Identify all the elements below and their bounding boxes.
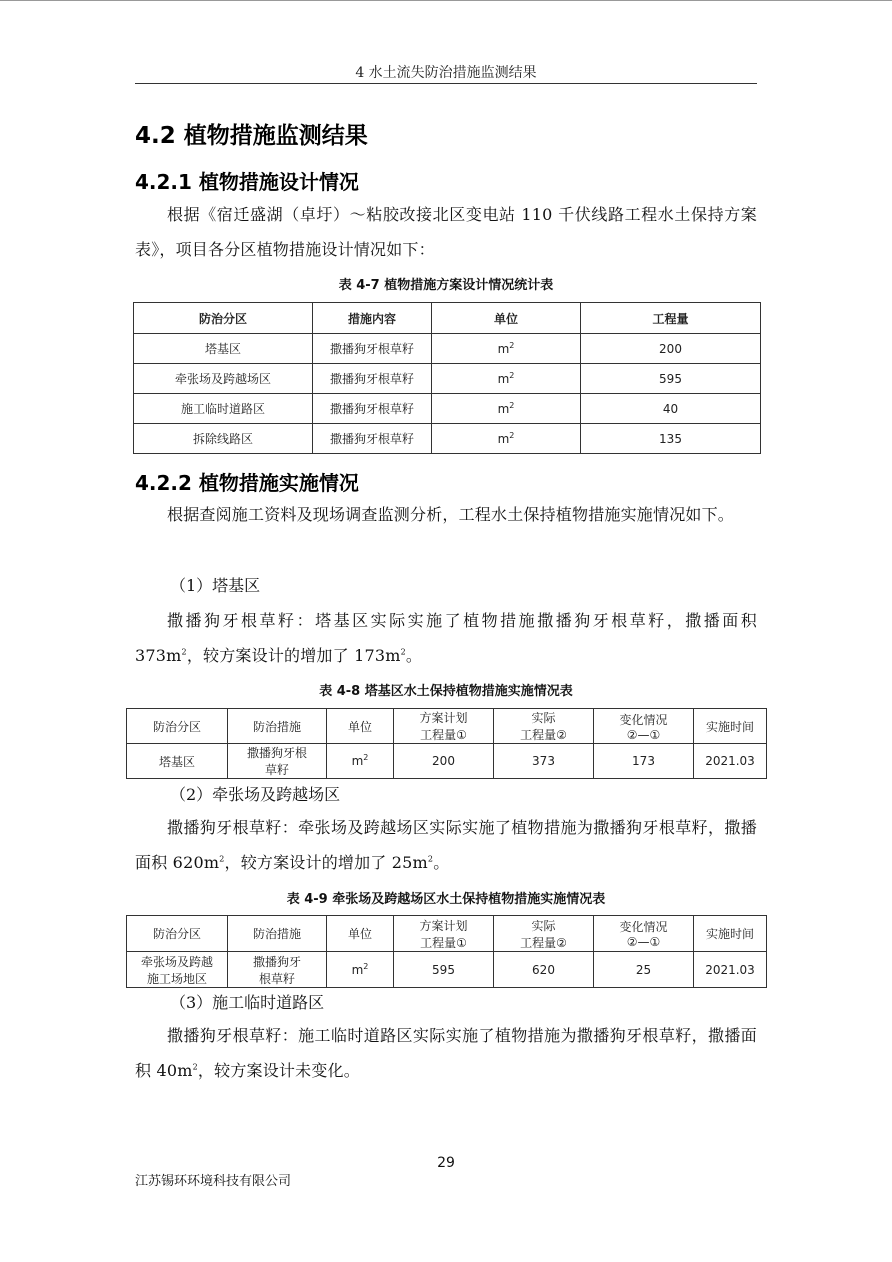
unit-exponent: 2 bbox=[509, 400, 515, 410]
text-run: ，较方案设计的增加了 25m bbox=[224, 853, 428, 872]
cell-unit bbox=[432, 334, 581, 364]
table-4-8 bbox=[126, 708, 767, 779]
header-cell-unit: 单位 bbox=[327, 916, 394, 952]
item-2-label: （2）牵张场及跨越场区 bbox=[170, 785, 341, 804]
header-line: 工程量① bbox=[420, 935, 467, 950]
cell-actual: 373 bbox=[494, 744, 594, 779]
unit-base: m bbox=[497, 431, 510, 446]
header-line: ②—① bbox=[626, 727, 661, 742]
header-cell-zone: 防治分区 bbox=[127, 916, 228, 952]
unit-exponent: 2 bbox=[509, 430, 515, 440]
table-header-row bbox=[127, 709, 767, 744]
unit-base: m bbox=[497, 401, 510, 416]
text-run: 撒播狗牙根草籽：施工临时道路区实际实施了植物措施为撒播狗牙根草籽，撒播面积 40m bbox=[135, 1026, 757, 1080]
page-number: 29 bbox=[437, 1155, 455, 1171]
cell-zone: 施工临时道路区 bbox=[134, 394, 313, 424]
header-line: 方案计划 bbox=[419, 711, 468, 725]
item-3-label: （3）施工临时道路区 bbox=[170, 993, 325, 1012]
header-rule bbox=[135, 83, 757, 84]
unit-exponent: 2 bbox=[427, 854, 434, 864]
table-4-9-caption: 表 4-9 牵张场及跨越场区水土保持植物措施实施情况表 bbox=[286, 892, 606, 907]
paragraph-text: 根据查阅施工资料及现场调查监测分析，工程水土保持植物措施实施情况如下。 bbox=[167, 505, 735, 524]
section-heading-4-2-1: 4.2.1 植物措施设计情况 bbox=[135, 170, 359, 194]
table-row bbox=[127, 744, 767, 779]
header-cell-zone: 防治分区 bbox=[127, 709, 228, 744]
text-run: 撒播狗牙根草籽：牵张场及跨越场区实际实施了植物措施为撒播狗牙根草籽，撒播面积 620m bbox=[135, 818, 757, 872]
header-line: 变化情况 bbox=[619, 920, 668, 934]
header-cell-planned bbox=[394, 916, 494, 952]
cell-line: 牵张场及跨越 bbox=[140, 954, 213, 969]
header-cell-quantity: 工程量 bbox=[581, 303, 761, 334]
cell-measure: 撒播狗牙根草籽 bbox=[313, 364, 432, 394]
cell-line: 撒播狗牙根 bbox=[246, 746, 307, 760]
text-run: 撒播狗牙根草籽：塔基区实际实施了植物措施撒播狗牙根草籽，撒播面积 373m bbox=[135, 611, 757, 665]
header-cell-zone: 防治分区 bbox=[134, 303, 313, 334]
header-cell-planned bbox=[394, 709, 494, 744]
paragraph-text bbox=[135, 603, 757, 673]
paragraph-item-2 bbox=[135, 810, 757, 880]
cell-measure bbox=[228, 952, 327, 988]
cell-quantity: 595 bbox=[581, 364, 761, 394]
table-row bbox=[134, 334, 761, 364]
table-row bbox=[134, 424, 761, 454]
table-4-8-caption: 表 4-8 塔基区水土保持植物措施实施情况表 bbox=[319, 684, 573, 699]
paragraph-text bbox=[135, 1018, 757, 1088]
cell-unit bbox=[432, 424, 581, 454]
unit-base: m bbox=[497, 371, 510, 386]
cell-line: 撒播狗牙 bbox=[252, 954, 301, 969]
cell-line: 草籽 bbox=[264, 763, 289, 777]
header-line: ②—① bbox=[626, 935, 661, 949]
header-cell-unit: 单位 bbox=[432, 303, 581, 334]
cell-zone: 牵张场及跨越场区 bbox=[134, 364, 313, 394]
table-row bbox=[127, 952, 767, 988]
page-top-edge bbox=[0, 0, 892, 1]
header-cell-measure: 防治措施 bbox=[228, 709, 327, 744]
header-line: 工程量② bbox=[520, 935, 567, 950]
cell-measure: 撒播狗牙根草籽 bbox=[313, 334, 432, 364]
table-header-row bbox=[134, 303, 761, 334]
cell-unit bbox=[432, 364, 581, 394]
cell-zone: 塔基区 bbox=[134, 334, 313, 364]
unit-exponent: 2 bbox=[363, 753, 369, 762]
header-line: 工程量① bbox=[420, 728, 467, 742]
unit-exponent: 2 bbox=[363, 961, 369, 971]
section-heading-4-2: 4.2 植物措施监测结果 bbox=[135, 123, 368, 149]
header-cell-change bbox=[594, 709, 694, 744]
paragraph-text: 根据《宿迁盛湖（卓圩）～粘胶改接北区变电站 110 千伏线路工程水土保持方案表》，项目各分区植物措施设计情况如下： bbox=[135, 205, 757, 259]
cell-zone: 塔基区 bbox=[127, 744, 228, 779]
text-run: 。 bbox=[433, 853, 450, 872]
paragraph-item-3 bbox=[135, 1018, 757, 1088]
unit-exponent: 2 bbox=[192, 1062, 198, 1072]
item-1-label: （1）塔基区 bbox=[170, 576, 261, 595]
cell-zone: 拆除线路区 bbox=[134, 424, 313, 454]
unit-base: m bbox=[351, 754, 364, 768]
cell-quantity: 40 bbox=[581, 394, 761, 424]
text-run: 。 bbox=[405, 646, 423, 665]
table-4-7-caption: 表 4-7 植物措施方案设计情况统计表 bbox=[338, 278, 554, 293]
paragraph-item-1 bbox=[135, 603, 757, 673]
header-cell-unit: 单位 bbox=[327, 709, 394, 744]
cell-change: 173 bbox=[594, 744, 694, 779]
unit-exponent: 2 bbox=[181, 647, 187, 657]
header-cell-time: 实施时间 bbox=[694, 916, 767, 952]
cell-time: 2021.03 bbox=[694, 744, 767, 779]
paragraph-implementation-intro bbox=[135, 497, 757, 532]
header-line: 实际 bbox=[531, 918, 556, 933]
footer-organization: 江苏锡环环境科技有限公司 bbox=[135, 1174, 292, 1189]
cell-measure: 撒播狗牙根草籽 bbox=[313, 394, 432, 424]
unit-base: m bbox=[351, 962, 364, 977]
header-line: 方案计划 bbox=[419, 918, 468, 933]
table-row bbox=[134, 364, 761, 394]
cell-planned: 200 bbox=[394, 744, 494, 779]
table-row bbox=[134, 394, 761, 424]
header-cell-measure: 防治措施 bbox=[228, 916, 327, 952]
header-line: 变化情况 bbox=[619, 712, 668, 727]
running-header: 4 水土流失防治措施监测结果 bbox=[355, 65, 537, 81]
header-cell-actual bbox=[494, 916, 594, 952]
cell-unit bbox=[327, 744, 394, 779]
paragraph-text bbox=[135, 810, 757, 880]
cell-change: 25 bbox=[594, 952, 694, 988]
header-cell-time: 实施时间 bbox=[694, 709, 767, 744]
cell-zone bbox=[127, 952, 228, 988]
text-run: ，较方案设计的增加了 173m bbox=[186, 646, 401, 665]
cell-line: 根草籽 bbox=[258, 971, 295, 986]
paragraph-design-intro bbox=[135, 197, 757, 267]
header-cell-change bbox=[594, 916, 694, 952]
cell-quantity: 135 bbox=[581, 424, 761, 454]
unit-base: m bbox=[497, 341, 510, 356]
table-header-row bbox=[127, 916, 767, 952]
cell-line: 施工场地区 bbox=[146, 971, 207, 986]
cell-unit bbox=[327, 952, 394, 988]
table-4-7 bbox=[133, 302, 761, 454]
cell-actual: 620 bbox=[494, 952, 594, 988]
unit-exponent: 2 bbox=[219, 854, 225, 864]
unit-exponent: 2 bbox=[509, 340, 515, 350]
unit-exponent: 2 bbox=[509, 370, 515, 380]
cell-quantity: 200 bbox=[581, 334, 761, 364]
text-run: ，较方案设计未变化。 bbox=[197, 1061, 360, 1080]
cell-time: 2021.03 bbox=[694, 952, 767, 988]
cell-unit bbox=[432, 394, 581, 424]
cell-measure: 撒播狗牙根草籽 bbox=[313, 424, 432, 454]
table-4-9 bbox=[126, 915, 767, 988]
cell-measure bbox=[228, 744, 327, 779]
header-line: 实际 bbox=[531, 711, 556, 725]
cell-planned: 595 bbox=[394, 952, 494, 988]
unit-exponent: 2 bbox=[400, 647, 406, 657]
header-line: 工程量② bbox=[520, 728, 567, 742]
header-cell-measure: 措施内容 bbox=[313, 303, 432, 334]
section-heading-4-2-2: 4.2.2 植物措施实施情况 bbox=[135, 471, 359, 495]
header-cell-actual bbox=[494, 709, 594, 744]
